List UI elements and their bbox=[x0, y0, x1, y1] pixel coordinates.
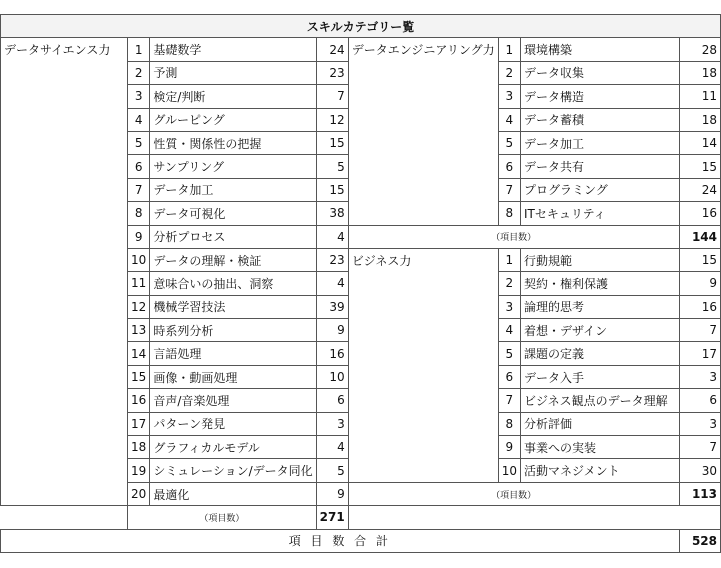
item-count: 9 bbox=[679, 272, 720, 295]
item-number: 5 bbox=[498, 131, 520, 154]
item-number: 8 bbox=[498, 202, 520, 225]
item-name: 課題の定義 bbox=[520, 342, 679, 365]
item-name: パターン発見 bbox=[150, 412, 316, 435]
item-count: 5 bbox=[316, 459, 348, 482]
item-number: 10 bbox=[128, 248, 150, 271]
item-number: 20 bbox=[128, 482, 150, 505]
item-count: 39 bbox=[316, 295, 348, 318]
empty-cell bbox=[520, 506, 679, 529]
item-count: 5 bbox=[316, 155, 348, 178]
table-title: スキルカテゴリー覧 bbox=[1, 15, 721, 38]
item-name: 性質・関係性の把握 bbox=[150, 131, 316, 154]
table-row bbox=[1, 506, 721, 529]
item-name: 最適化 bbox=[150, 482, 316, 505]
item-number: 7 bbox=[498, 389, 520, 412]
item-name: データ加工 bbox=[520, 131, 679, 154]
item-count: 7 bbox=[316, 85, 348, 108]
item-count: 23 bbox=[316, 61, 348, 84]
item-name: データの理解・検証 bbox=[150, 248, 316, 271]
item-name: シミュレーション/データ同化 bbox=[150, 459, 316, 482]
item-number: 7 bbox=[128, 178, 150, 201]
item-count: 18 bbox=[679, 108, 720, 131]
category-name: ビジネス力 bbox=[348, 248, 498, 482]
item-count: 7 bbox=[679, 436, 720, 459]
item-number: 9 bbox=[498, 436, 520, 459]
item-name: データ構造 bbox=[520, 85, 679, 108]
item-count: 6 bbox=[679, 389, 720, 412]
item-name: 分析プロセス bbox=[150, 225, 316, 248]
item-number: 1 bbox=[498, 38, 520, 61]
item-name: 行動規範 bbox=[520, 248, 679, 271]
subtotal-label: （項目数） bbox=[128, 506, 317, 529]
item-name: 基礎数学 bbox=[150, 38, 316, 61]
item-number: 2 bbox=[498, 61, 520, 84]
item-name: 意味合いの抽出、洞察 bbox=[150, 272, 316, 295]
item-number: 5 bbox=[128, 131, 150, 154]
item-count: 30 bbox=[679, 459, 720, 482]
empty-cell bbox=[498, 506, 520, 529]
item-count: 18 bbox=[679, 61, 720, 84]
item-number: 8 bbox=[128, 202, 150, 225]
item-count: 4 bbox=[316, 225, 348, 248]
subtotal-label: （項目数） bbox=[348, 225, 679, 248]
item-count: 16 bbox=[679, 295, 720, 318]
subtotal-count: 144 bbox=[679, 225, 720, 248]
item-count: 14 bbox=[679, 131, 720, 154]
item-number: 4 bbox=[498, 319, 520, 342]
item-name: 論理的思考 bbox=[520, 295, 679, 318]
item-name: ITセキュリティ bbox=[520, 202, 679, 225]
item-name: ビジネス観点のデータ理解 bbox=[520, 389, 679, 412]
item-number: 11 bbox=[128, 272, 150, 295]
item-count: 4 bbox=[316, 272, 348, 295]
item-name: 活動マネジメント bbox=[520, 459, 679, 482]
item-count: 15 bbox=[679, 155, 720, 178]
item-name: データ入手 bbox=[520, 365, 679, 388]
item-name: データ共有 bbox=[520, 155, 679, 178]
item-name: 事業への実装 bbox=[520, 436, 679, 459]
item-number: 5 bbox=[498, 342, 520, 365]
item-count: 38 bbox=[316, 202, 348, 225]
subtotal-count: 271 bbox=[316, 506, 348, 529]
item-number: 3 bbox=[128, 85, 150, 108]
item-number: 3 bbox=[498, 295, 520, 318]
item-name: サンプリング bbox=[150, 155, 316, 178]
empty-cell bbox=[348, 506, 498, 529]
item-name: 環境構築 bbox=[520, 38, 679, 61]
item-count: 15 bbox=[316, 131, 348, 154]
skill-category-table bbox=[0, 14, 721, 553]
total-label: 項 目 数 合 計 bbox=[1, 529, 680, 552]
item-number: 3 bbox=[498, 85, 520, 108]
item-number: 12 bbox=[128, 295, 150, 318]
item-name: 検定/判断 bbox=[150, 85, 316, 108]
item-count: 11 bbox=[679, 85, 720, 108]
item-name: 時系列分析 bbox=[150, 319, 316, 342]
subtotal-count: 113 bbox=[679, 482, 720, 505]
item-count: 15 bbox=[316, 178, 348, 201]
item-number: 4 bbox=[498, 108, 520, 131]
item-name: 機械学習技法 bbox=[150, 295, 316, 318]
category-name: データエンジニアリング力 bbox=[348, 38, 498, 225]
item-number: 17 bbox=[128, 412, 150, 435]
category-name: データサイエンス力 bbox=[1, 38, 128, 506]
item-count: 9 bbox=[316, 482, 348, 505]
item-name: 音声/音楽処理 bbox=[150, 389, 316, 412]
item-number: 9 bbox=[128, 225, 150, 248]
item-number: 4 bbox=[128, 108, 150, 131]
item-number: 16 bbox=[128, 389, 150, 412]
empty-cell bbox=[679, 506, 720, 529]
item-name: 予測 bbox=[150, 61, 316, 84]
item-number: 1 bbox=[128, 38, 150, 61]
item-number: 15 bbox=[128, 365, 150, 388]
total-row bbox=[1, 529, 721, 552]
item-number: 6 bbox=[498, 365, 520, 388]
item-count: 4 bbox=[316, 436, 348, 459]
item-name: データ収集 bbox=[520, 61, 679, 84]
item-number: 14 bbox=[128, 342, 150, 365]
item-name: データ蓄積 bbox=[520, 108, 679, 131]
empty-cell bbox=[1, 506, 128, 529]
item-count: 16 bbox=[316, 342, 348, 365]
item-number: 2 bbox=[498, 272, 520, 295]
item-number: 19 bbox=[128, 459, 150, 482]
item-count: 28 bbox=[679, 38, 720, 61]
item-number: 1 bbox=[498, 248, 520, 271]
item-count: 3 bbox=[679, 365, 720, 388]
item-name: 言語処理 bbox=[150, 342, 316, 365]
item-number: 18 bbox=[128, 436, 150, 459]
item-name: 画像・動画処理 bbox=[150, 365, 316, 388]
item-name: 契約・権利保護 bbox=[520, 272, 679, 295]
item-count: 3 bbox=[679, 412, 720, 435]
item-count: 10 bbox=[316, 365, 348, 388]
item-count: 12 bbox=[316, 108, 348, 131]
item-count: 17 bbox=[679, 342, 720, 365]
item-number: 8 bbox=[498, 412, 520, 435]
item-count: 3 bbox=[316, 412, 348, 435]
item-name: プログラミング bbox=[520, 178, 679, 201]
item-name: グラフィカルモデル bbox=[150, 436, 316, 459]
total-count: 528 bbox=[679, 529, 720, 552]
title-row bbox=[1, 15, 721, 38]
item-number: 7 bbox=[498, 178, 520, 201]
table-row bbox=[1, 38, 721, 61]
item-count: 7 bbox=[679, 319, 720, 342]
item-count: 9 bbox=[316, 319, 348, 342]
item-count: 24 bbox=[316, 38, 348, 61]
item-name: データ加工 bbox=[150, 178, 316, 201]
item-name: データ可視化 bbox=[150, 202, 316, 225]
subtotal-label: （項目数） bbox=[348, 482, 679, 505]
item-name: 分析評価 bbox=[520, 412, 679, 435]
item-name: グルーピング bbox=[150, 108, 316, 131]
item-name: 着想・デザイン bbox=[520, 319, 679, 342]
item-number: 13 bbox=[128, 319, 150, 342]
item-number: 2 bbox=[128, 61, 150, 84]
item-count: 16 bbox=[679, 202, 720, 225]
item-count: 23 bbox=[316, 248, 348, 271]
item-number: 6 bbox=[128, 155, 150, 178]
item-count: 24 bbox=[679, 178, 720, 201]
item-number: 6 bbox=[498, 155, 520, 178]
item-count: 6 bbox=[316, 389, 348, 412]
item-number: 10 bbox=[498, 459, 520, 482]
item-count: 15 bbox=[679, 248, 720, 271]
